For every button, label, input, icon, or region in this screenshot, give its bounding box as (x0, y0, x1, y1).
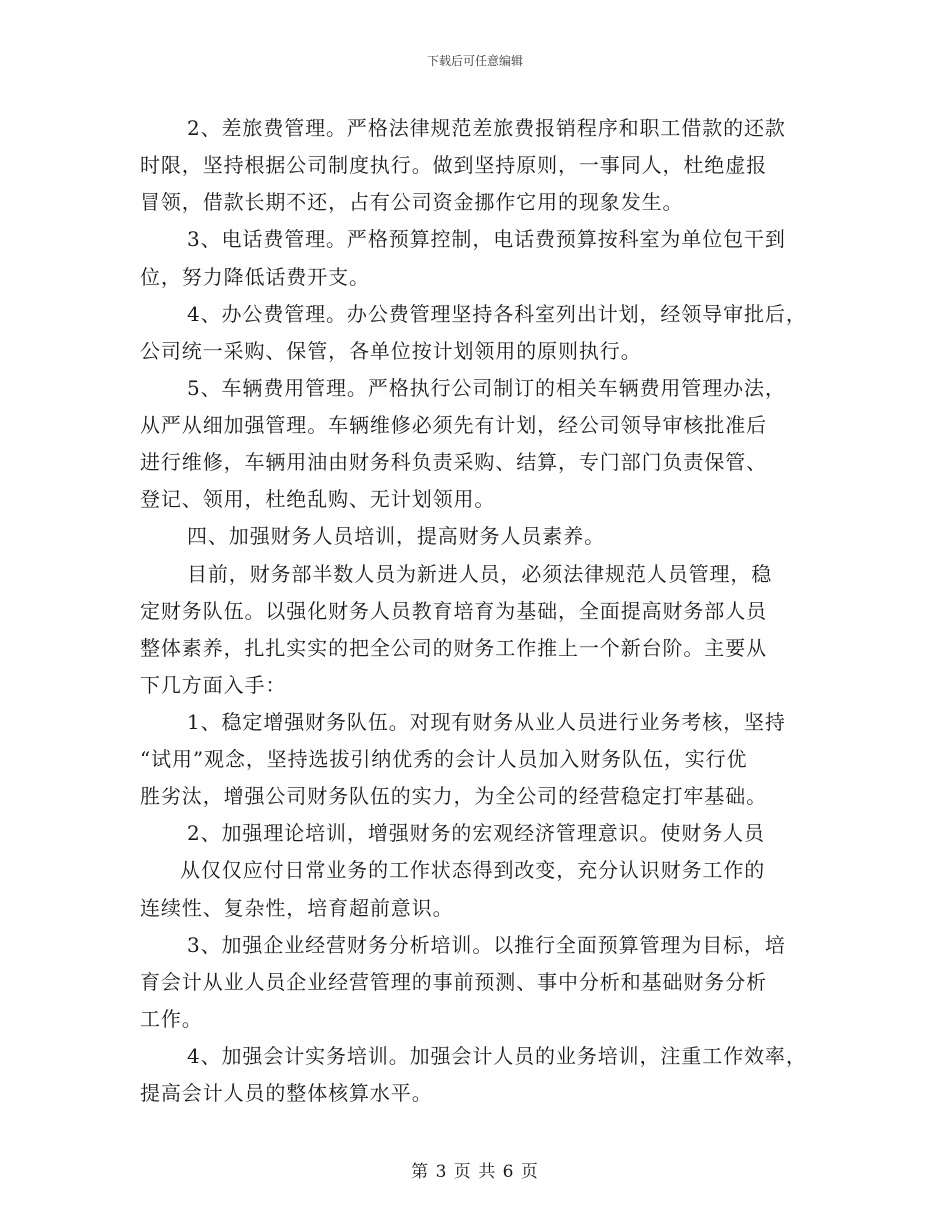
paragraph-line: 定财务队伍。以强化财务人员教育培育为基础，全面提高财务部人员 (140, 599, 767, 623)
paragraph-line: 5、车辆费用管理。严格执行公司制订的相关车辆费用管理办法， (187, 376, 786, 400)
paragraph-line: 整体素养，扎扎实实的把全公司的财务工作推上一个新台阶。主要从 (140, 636, 767, 660)
paragraph-line: “试用”观念，坚持选拔引纳优秀的会计人员加入财务队伍，实行优 (140, 747, 748, 771)
paragraph-line: 2、加强理论培训，增强财务的宏观经济管理意识。使财务人员 (187, 821, 765, 845)
paragraph-line: 进行维修，车辆用油由财务科负责采购、结算，专门部门负责保管、 (140, 450, 767, 474)
paragraph-line: 公司统一采购、保管，各单位按计划领用的原则执行。 (140, 339, 642, 363)
section-heading: 四、加强财务人员培训，提高财务人员素养。 (187, 524, 605, 548)
paragraph-line: 时限，坚持根据公司制度执行。做到坚持原则，一事同人，杜绝虚报 (140, 153, 767, 177)
page-header: 下载后可任意编辑 (426, 54, 523, 68)
paragraph-line: 2、差旅费管理。严格法律规范差旅费报销程序和职工借款的还款 (187, 116, 786, 140)
paragraph-line: 从严从细加强管理。车辆维修必须先有计划，经公司领导审核批准后 (140, 413, 767, 437)
paragraph-line: 4、办公费管理。办公费管理坚持各科室列出计划，经领导审批后， (187, 302, 807, 326)
paragraph-line: 1、稳定增强财务队伍。对现有财务从业人员进行业务考核，坚持 (187, 710, 786, 734)
paragraph-line: 从仅仅应付日常业务的工作状态得到改变，充分认识财务工作的 (180, 858, 766, 882)
paragraph-line: 3、加强企业经营财务分析培训。以推行全面预算管理为目标，培 (187, 933, 786, 957)
paragraph-line: 育会计从业人员企业经营管理的事前预测、事中分析和基础财务分析 (140, 970, 767, 994)
paragraph-line: 冒领，借款长期不还，占有公司资金挪作它用的现象发生。 (140, 190, 684, 214)
paragraph-line: 胜劣汰，增强公司财务队伍的实力，为全公司的经营稳定打牢基础。 (140, 784, 767, 808)
paragraph-line: 提高会计人员的整体核算水平。 (140, 1081, 433, 1105)
paragraph-line: 连续性、复杂性，培育超前意识。 (140, 896, 454, 920)
paragraph-line: 工作。 (140, 1007, 203, 1031)
paragraph-line: 登记、领用，杜绝乱购、无计划领用。 (140, 487, 496, 511)
paragraph-line: 目前，财务部半数人员为新进人员，必须法律规范人员管理，稳 (187, 562, 773, 586)
page-number: 第 3 页 共 6 页 (411, 1162, 539, 1182)
paragraph-line: 4、加强会计实务培训。加强会计人员的业务培训，注重工作效率， (187, 1044, 807, 1068)
paragraph-line: 位，努力降低话费开支。 (140, 265, 370, 289)
paragraph-line: 3、电话费管理。严格预算控制，电话费预算按科室为单位包干到 (187, 227, 786, 251)
paragraph-line: 下几方面入手： (140, 673, 287, 697)
